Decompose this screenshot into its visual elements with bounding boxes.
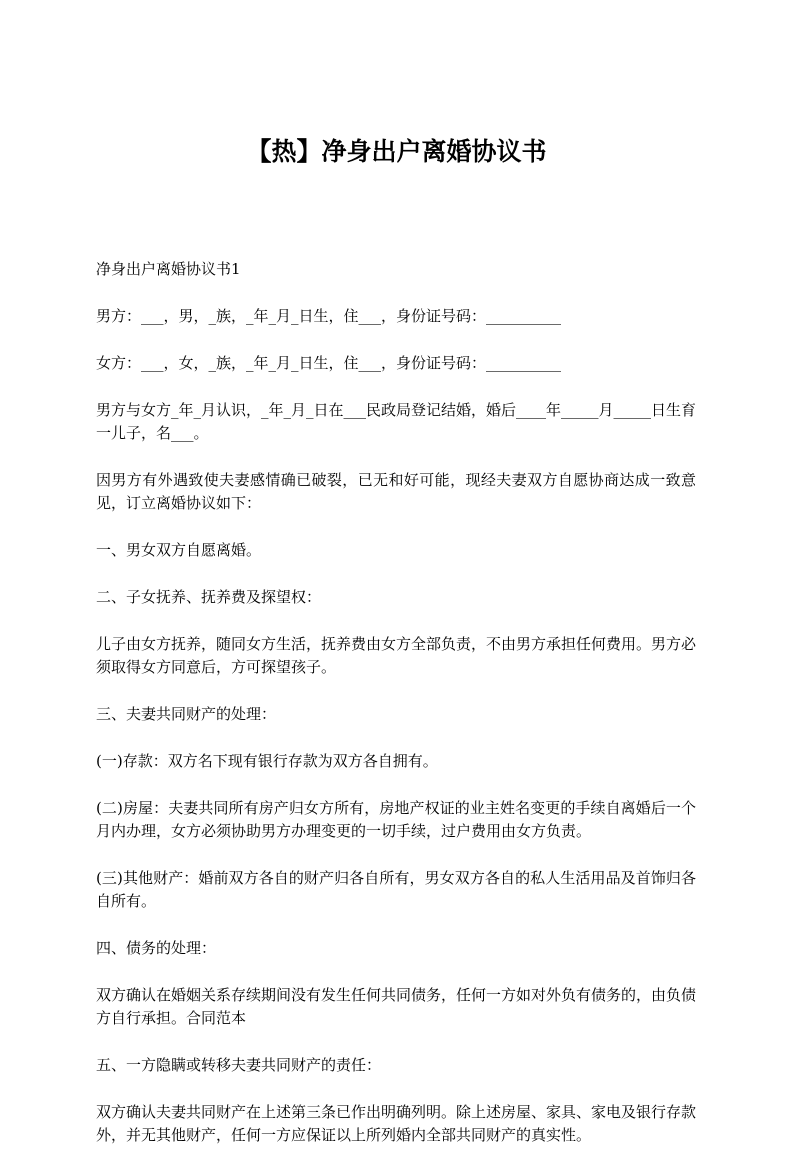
paragraph-concealment: 双方确认夫妻共同财产在上述第三条已作出明确列明。除上述房屋、家具、家电及银行存款外，并无其他财产，任何一方应保证以上所列婚内全部共同财产的真实性。 — [96, 1103, 697, 1144]
paragraph-section-1: 一、男女双方自愿离婚。 — [96, 541, 262, 559]
paragraph-other-property: (三)其他财产：婚前双方各自的财产归各自所有，男女双方各自的私人生活用品及首饰归各自所有。 — [96, 869, 696, 910]
paragraph-marriage-info: 男方与女方_年_月认识，_年_月_日在___民政局登记结婚，婚后____年_____月_____日生育一儿子，名___。 — [96, 401, 697, 442]
paragraph-child-custody: 儿子由女方抚养，随同女方生活，抚养费由女方全部负责，不由男方承担任何费用。男方必须取得女方同意后，方可探望孩子。 — [96, 635, 697, 676]
paragraph-section-5-heading: 五、一方隐瞒或转移夫妻共同财产的责任： — [96, 1056, 382, 1074]
paragraph-reason: 因男方有外遇致使夫妻感情确已破裂，已无和好可能，现经夫妻双方自愿协商达成一致意见，订立离婚协议如下： — [96, 471, 696, 512]
paragraph-male-party: 男方：___，男，_族，_年_月_日生，住___，身份证号码：__________ — [96, 307, 562, 325]
paragraph-section-2-heading: 二、子女抚养、抚养费及探望权： — [96, 588, 322, 606]
paragraph-section-3-heading: 三、夫妻共同财产的处理： — [96, 705, 277, 723]
paragraph-female-party: 女方：___，女，_族，_年_月_日生，住___，身份证号码：__________ — [96, 354, 562, 372]
document-body — [96, 258, 696, 1171]
paragraph-deposits: (一)存款：双方名下现有银行存款为双方各自拥有。 — [96, 752, 438, 770]
paragraph-heading: 净身出户离婚协议书1 — [96, 260, 241, 278]
document-title: 【热】净身出户离婚协议书 — [246, 137, 547, 166]
paragraph-section-4-heading: 四、债务的处理： — [96, 939, 217, 957]
paragraph-debts: 双方确认在婚姻关系存续期间没有发生任何共同债务，任何一方如对外负有债务的，由负债方自行承担。合同范本 — [96, 986, 697, 1027]
paragraph-housing: (二)房屋：夫妻共同所有房产归女方所有，房地产权证的业主姓名变更的手续自离婚后一个月内办理，女方必须协助男方办理变更的一切手续，过户费用由女方负责。 — [96, 799, 696, 840]
